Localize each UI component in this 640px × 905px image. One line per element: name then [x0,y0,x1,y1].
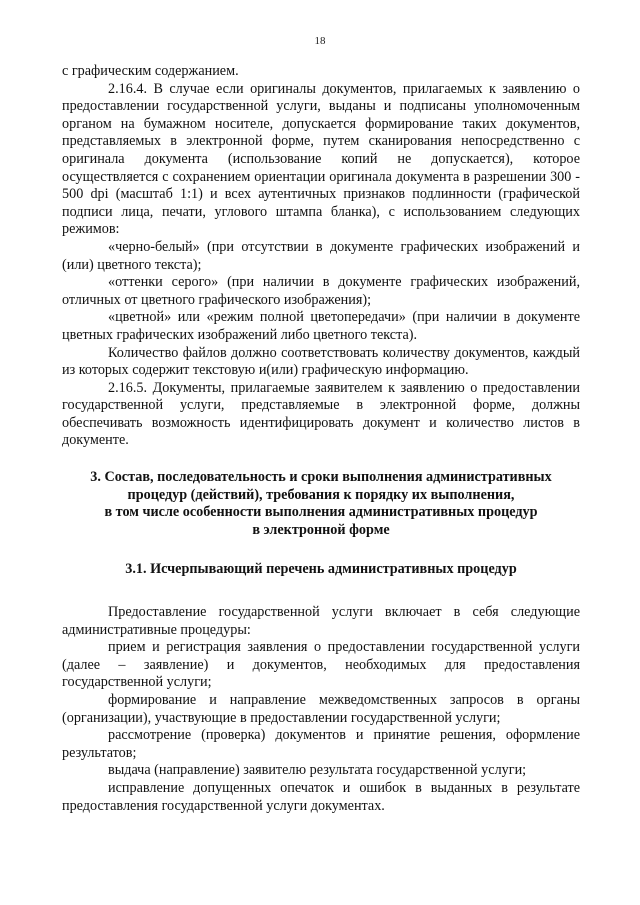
page-content [62,63,580,815]
paragraph-continuation: с графическим содержанием. [62,63,239,79]
procedure-item: рассмотрение (проверка) документов и принятие решения, оформление результатов; [62,727,580,761]
mode-color: «цветной» или «режим полной цветопередачи» (при наличии в документе цветных графических изображений либо цветного текста). [62,309,580,343]
intro-paragraph: Предоставление государственной услуги включает в себя следующие административные процедуры: [62,604,580,638]
paragraph-file-count: Количество файлов должно соответствовать количеству документов, каждый из которых содержит текстовую и(или) графическую информацию. [62,344,580,379]
mode-black-white: «черно-белый» (при отсутствии в документе графических изображений и (или) цветного текста); [62,238,580,273]
section-3-1-title: 3.1. Исчерпывающий перечень административных процедур [125,561,517,578]
mode-grayscale: «оттенки серого» (при наличии в документе графических изображений, отличных от цветного графического изображения); [62,274,580,308]
procedure-item: формирование и направление межведомственных запросов в органы (организации), участвующие в предоставлении государственной услуги; [62,692,580,726]
paragraph-2-16-4: 2.16.4. В случае если оригиналы документов, прилагаемых к заявлению о предоставлении государственной услуги, выданы и подписаны уполномоченным органом на бумажном носителе, допускается формирование таких документов, представляемых в электронной форме, путем сканирования непосредственно с оригинала документа (использование копий не допускается), которое осуществляется с сохранением ориентации оригинала документа в разрешении 300 - 500 dpi (масштаб 1:1) и всех аутентичных признаков подлинности (графической подписи лица, печати, углового штампа бланка), с использованием следующих режимов: [62,80,580,238]
section-3-title [62,469,580,539]
section-3-title-line: в том числе особенности выполнения административных процедур [104,504,538,521]
paragraph-2-16-5: 2.16.5. Документы, прилагаемые заявителем к заявлению о предоставлении государственной услуги, представляемые в электронной форме, должны обеспечивать возможность идентифицировать документ и количество листов в документе. [62,379,580,449]
procedure-item: исправление допущенных опечаток и ошибок в выданных в результате предоставления государственной услуги документах. [62,779,580,814]
page-number: 18 [314,35,326,47]
procedure-item: выдача (направление) заявителю результата государственной услуги; [108,762,527,779]
section-3-title-line: 3. Состав, последовательность и сроки выполнения административных [90,469,552,486]
procedure-item: прием и регистрация заявления о предоставлении государственной услуги (далее – заявление) и документов, необходимых для предоставления государственной услуги; [62,639,580,691]
section-3-title-line: в электронной форме [252,521,390,538]
section-3-title-line: процедур (действий), требования к порядку их выполнения, [127,486,515,503]
